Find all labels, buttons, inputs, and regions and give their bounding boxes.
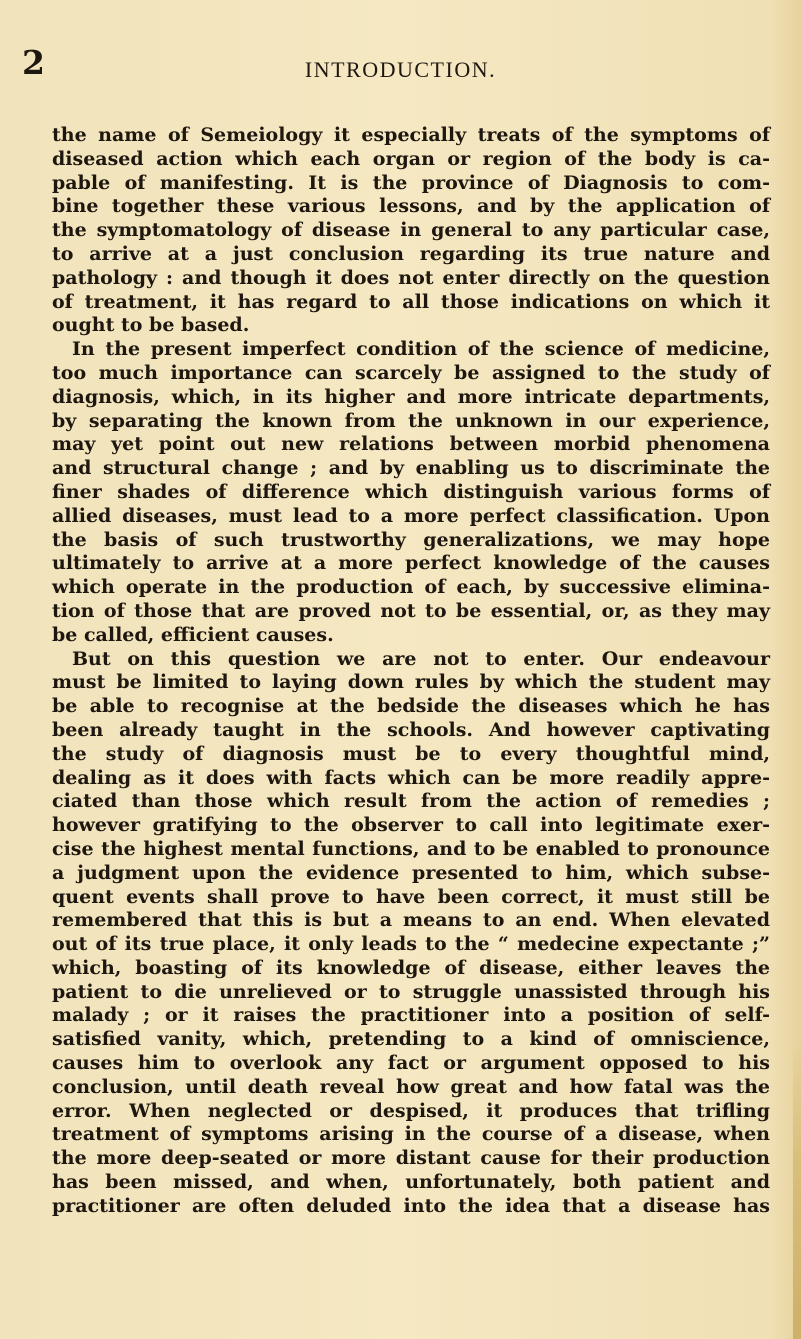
text-line: however gratifying to the observer to call into legitimate exer- [52, 814, 770, 837]
text-line: causes him to overlook any fact or argument opposed to his [52, 1052, 770, 1075]
text-line: diagnosis, which, in its higher and more intricate departments, [52, 385, 770, 408]
text-line: to arrive at a just conclusion regarding its true nature and [52, 242, 770, 265]
text-line: diseased action which each organ or region of the body is ca- [52, 147, 770, 170]
page-edge-shading [793, 1040, 801, 1339]
text-line: and structural change ; and by enabling us to discriminate the [52, 457, 770, 480]
text-line: which, boasting of its knowledge of disease, either leaves the [52, 956, 770, 979]
text-line: treatment of symptoms arising in the course of a disease, when [52, 1123, 770, 1146]
text-line: malady ; or it raises the practitioner into a position of self- [52, 1004, 770, 1027]
text-line: But on this question we are not to enter. Our endeavour [72, 647, 770, 670]
text-line: allied diseases, must lead to a more perfect classification. Upon [52, 504, 770, 527]
text-line: of treatment, it has regard to all those indications on which it [52, 290, 770, 313]
text-line: the name of Semeiology it especially treats of the symptoms of [52, 124, 770, 146]
text-line: been already taught in the schools. And however captivating [52, 718, 770, 741]
body-text [52, 124, 770, 1219]
text-line: remembered that this is but a means to an end. When elevated [52, 909, 770, 932]
text-line: the study of diagnosis must be to every thoughtful mind, [52, 742, 770, 765]
text-line: pathology : and though it does not enter directly on the question [52, 266, 770, 289]
text-line: must be limited to laying down rules by which the student may [52, 671, 770, 694]
text-line: may yet point out new relations between morbid phenomena [52, 433, 770, 456]
text-line: error. When neglected or despised, it produces that trifling [52, 1099, 770, 1122]
text-line: too much importance can scarcely be assigned to the study of [52, 361, 770, 384]
text-line: ciated than those which result from the action of remedies ; [52, 790, 770, 813]
text-line: cise the highest mental functions, and to be enabled to pronounce [52, 837, 770, 860]
text-line: patient to die unrelieved or to struggle unassisted through his [52, 980, 770, 1003]
text-line: a judgment upon the evidence presented to him, which subse- [52, 861, 770, 884]
text-line: be able to recognise at the bedside the diseases which he has [52, 695, 770, 718]
text-line: tion of those that are proved not to be essential, or, as they may [52, 599, 770, 622]
text-line: the more deep-seated or more distant cause for their production [52, 1147, 770, 1170]
text-line: the basis of such trustworthy generalizations, we may hope [52, 528, 770, 551]
text-line: bine together these various lessons, and by the application of [52, 195, 770, 218]
running-head: INTRODUCTION. [304, 57, 497, 82]
text-line: In the present imperfect condition of the science of medicine, [72, 338, 770, 361]
text-line: conclusion, until death reveal how great and how fatal was the [52, 1075, 770, 1098]
text-line: ought to be based. [52, 314, 250, 337]
text-line: pable of manifesting. It is the province of Diagnosis to com- [52, 171, 770, 194]
text-line: quent events shall prove to have been correct, it must still be [52, 885, 770, 908]
text-line: ultimately to arrive at a more perfect knowledge of the causes [52, 552, 770, 575]
text-line: finer shades of difference which distinguish various forms of [52, 480, 770, 503]
text-line: which operate in the production of each, by successive elimina- [52, 576, 770, 599]
text-line: has been missed, and when, unfortunately, both patient and [52, 1171, 770, 1194]
text-line: out of its true place, it only leads to the “ medecine expectante ;” [52, 933, 770, 956]
text-line: by separating the known from the unknown in our experience, [52, 409, 770, 432]
page-number: 2 [22, 43, 45, 82]
text-line: practitioner are often deluded into the idea that a disease has [52, 1194, 770, 1217]
text-line: dealing as it does with facts which can be more readily appre- [52, 766, 770, 789]
text-line: the symptomatology of disease in general to any particular case, [52, 219, 770, 242]
text-line: be called, efficient causes. [52, 623, 334, 646]
text-line: satisfied vanity, which, pretending to a kind of omniscience, [52, 1028, 770, 1051]
